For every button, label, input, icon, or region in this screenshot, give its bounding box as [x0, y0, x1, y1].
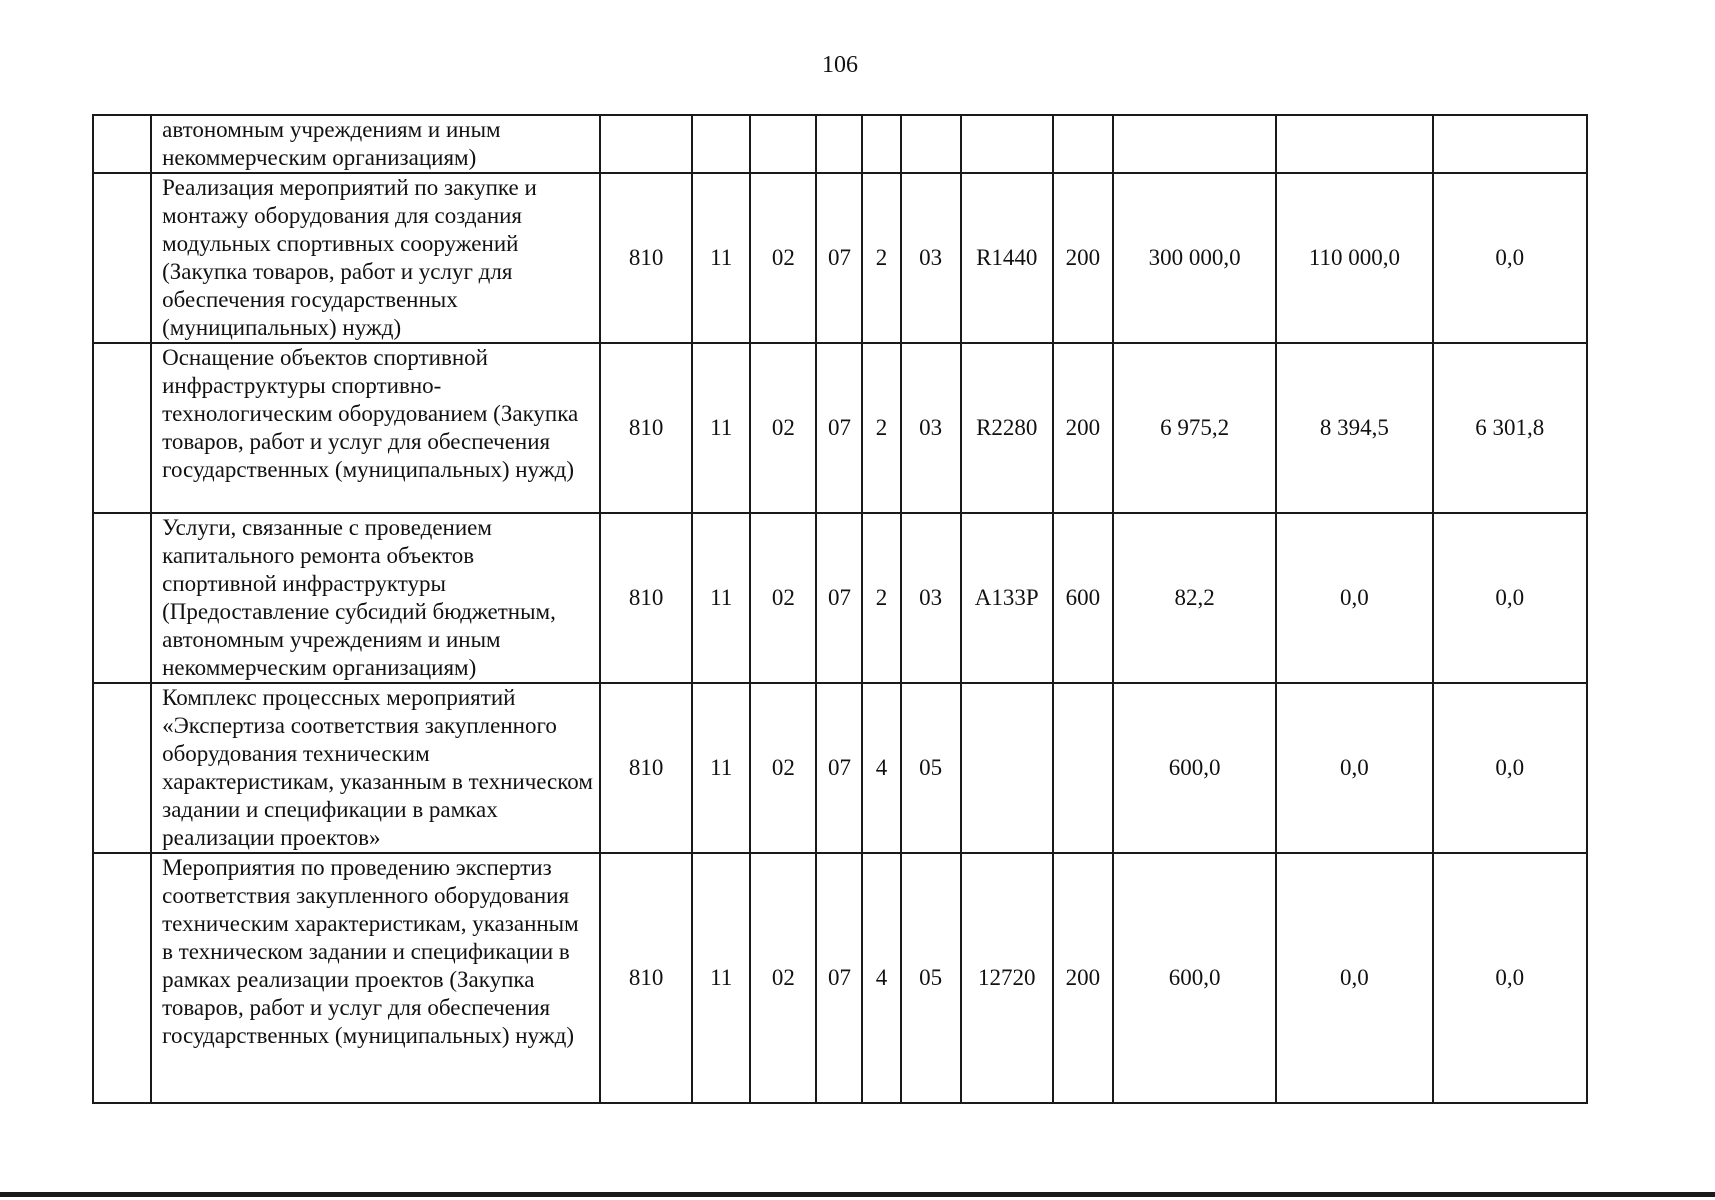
page-bottom-rule: [0, 1192, 1715, 1197]
amount-year1-cell: 82,2: [1113, 513, 1276, 683]
subprogram-cell: 05: [901, 683, 961, 853]
expense-type-cell: 200: [1053, 853, 1113, 1103]
expense-type-cell: 200: [1053, 343, 1113, 513]
table-row: [93, 513, 1587, 683]
amount-year2-cell: [1276, 115, 1432, 173]
section-cell: 11: [692, 343, 750, 513]
program-cell: [816, 115, 862, 173]
expense-type-cell: [1053, 115, 1113, 173]
expense-type-cell: [1053, 683, 1113, 853]
row-index-cell: [93, 683, 151, 853]
program-type-cell: 2: [862, 513, 900, 683]
table-row: [93, 173, 1587, 343]
program-type-cell: [862, 115, 900, 173]
amount-year3-cell: [1433, 115, 1587, 173]
row-index-cell: [93, 343, 151, 513]
table-row: [93, 115, 1587, 173]
amount-year2-cell: 110 000,0: [1276, 173, 1432, 343]
table-body: [93, 115, 1587, 1103]
subprogram-cell: 05: [901, 853, 961, 1103]
amount-year3-cell: 6 301,8: [1433, 343, 1587, 513]
direction-code-cell: 12720: [961, 853, 1053, 1103]
program-cell: 07: [816, 513, 862, 683]
amount-year1-cell: 300 000,0: [1113, 173, 1276, 343]
page-number: 106: [822, 52, 858, 78]
amount-year2-cell: 0,0: [1276, 683, 1432, 853]
amount-year2-cell: 8 394,5: [1276, 343, 1432, 513]
subprogram-cell: [901, 115, 961, 173]
amount-year1-cell: 600,0: [1113, 683, 1276, 853]
row-index-cell: [93, 513, 151, 683]
subsection-cell: 02: [750, 173, 816, 343]
amount-year1-cell: 600,0: [1113, 853, 1276, 1103]
direction-code-cell: R2280: [961, 343, 1053, 513]
amount-year3-cell: 0,0: [1433, 513, 1587, 683]
subsection-cell: 02: [750, 343, 816, 513]
program-cell: 07: [816, 173, 862, 343]
amount-year2-cell: 0,0: [1276, 513, 1432, 683]
description-cell: Услуги, связанные с проведением капитального ремонта объектов спортивной инфраструктуры (Предоставление субсидий бюджетным, автономным учреждениям и иным некоммерческим организациям): [151, 513, 600, 683]
program-type-cell: 4: [862, 853, 900, 1103]
amount-year1-cell: [1113, 115, 1276, 173]
table-row: [93, 853, 1587, 1103]
program-type-cell: 2: [862, 343, 900, 513]
description-cell: Комплекс процессных мероприятий «Экспертиза соответствия закупленного оборудования техническим характеристикам, указанным в техническом задании и спецификации в рамках реализации проектов»: [151, 683, 600, 853]
ministry-code-cell: 810: [600, 853, 692, 1103]
subsection-cell: [750, 115, 816, 173]
section-cell: [692, 115, 750, 173]
row-index-cell: [93, 115, 151, 173]
program-type-cell: 2: [862, 173, 900, 343]
description-cell: Реализация мероприятий по закупке и монтажу оборудования для создания модульных спортивных сооружений (Закупка товаров, работ и услуг для обеспечения государственных (муниципальных) нужд): [151, 173, 600, 343]
subsection-cell: 02: [750, 683, 816, 853]
subprogram-cell: 03: [901, 343, 961, 513]
description-cell: Мероприятия по проведению экспертиз соответствия закупленного оборудования техническим характеристикам, указанным в техническом задании и спецификации в рамках реализации проектов (Закупка товаров, работ и услуг для обеспечения государственных (муниципальных) нужд): [151, 853, 600, 1103]
section-cell: 11: [692, 513, 750, 683]
row-index-cell: [93, 173, 151, 343]
ministry-code-cell: 810: [600, 683, 692, 853]
subsection-cell: 02: [750, 853, 816, 1103]
ministry-code-cell: 810: [600, 343, 692, 513]
subsection-cell: 02: [750, 513, 816, 683]
subprogram-cell: 03: [901, 513, 961, 683]
section-cell: 11: [692, 853, 750, 1103]
section-cell: 11: [692, 683, 750, 853]
ministry-code-cell: 810: [600, 513, 692, 683]
program-cell: 07: [816, 683, 862, 853]
expense-type-cell: 600: [1053, 513, 1113, 683]
program-cell: 07: [816, 853, 862, 1103]
description-cell: Оснащение объектов спортивной инфраструктуры спортивно-технологическим оборудованием (Закупка товаров, работ и услуг для обеспечения государственных (муниципальных) нужд): [151, 343, 600, 513]
expense-type-cell: 200: [1053, 173, 1113, 343]
description-cell: автономным учреждениям и иным некоммерческим организациям): [151, 115, 600, 173]
amount-year1-cell: 6 975,2: [1113, 343, 1276, 513]
direction-code-cell: R1440: [961, 173, 1053, 343]
direction-code-cell: А133Р: [961, 513, 1053, 683]
ministry-code-cell: 810: [600, 173, 692, 343]
amount-year3-cell: 0,0: [1433, 853, 1587, 1103]
section-cell: 11: [692, 173, 750, 343]
table-row: [93, 683, 1587, 853]
direction-code-cell: [961, 115, 1053, 173]
ministry-code-cell: [600, 115, 692, 173]
program-type-cell: 4: [862, 683, 900, 853]
row-index-cell: [93, 853, 151, 1103]
budget-table: [92, 114, 1588, 1104]
program-cell: 07: [816, 343, 862, 513]
amount-year3-cell: 0,0: [1433, 173, 1587, 343]
subprogram-cell: 03: [901, 173, 961, 343]
direction-code-cell: [961, 683, 1053, 853]
amount-year2-cell: 0,0: [1276, 853, 1432, 1103]
amount-year3-cell: 0,0: [1433, 683, 1587, 853]
table-row: [93, 343, 1587, 513]
